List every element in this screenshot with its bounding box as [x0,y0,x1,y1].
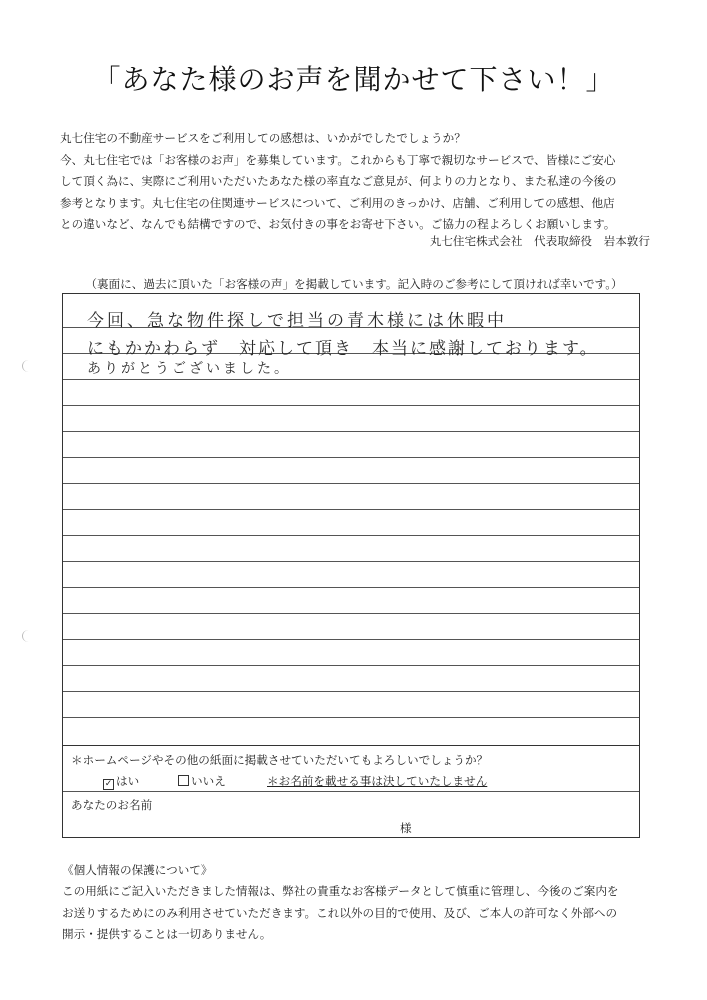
no-checkbox[interactable] [178,775,189,786]
ruled-line [63,535,639,536]
no-label: いいえ [191,774,226,788]
intro-line: との違いなど、なんでも結構ですので、お気付きの事をお寄せ下さい。ご協力の程よろしくお願いします。 [60,217,616,231]
ruled-line [63,561,639,562]
ruled-line [63,431,639,432]
ruled-line [63,717,639,718]
ruled-line [63,509,639,510]
ruled-line [63,587,639,588]
name-not-published-note: ＊お名前を載せる事は決していたしません [267,774,488,788]
name-suffix: 様 [400,821,412,835]
consent-question: ＊ホームページやその他の紙面に掲載させていただいてもよろしいでしょうか？ [71,753,489,767]
ruled-line [63,379,639,380]
privacy-line: お送りするためにのみ利用させていただきます。これ以外の目的で使用、及び、ご本人の許可なく外部への [62,905,618,920]
name-field-label: あなたのお名前 [71,798,153,812]
ruled-line [63,613,639,614]
intro-line: 参考となります。丸七住宅の住関連サービスについて、ご利用のきっかけ、店舗、ご利用しての感想、他店 [60,195,615,210]
ruled-line [63,665,639,666]
ruled-line [63,639,639,640]
yes-checkbox[interactable]: ✓ [104,779,113,789]
comment-area[interactable] [63,294,639,749]
reference-note: （裏面に、過去に頂いた「お客様の声」を掲載しています。記入時のご参考にして頂ければ幸いです。） [85,277,623,291]
punch-hole-mark [22,630,35,642]
ruled-line [63,691,639,692]
intro-line: して頂く為に、実際にご利用いただいたあなた様の率直なご意見が、何よりの力となり、また私達の今後の [60,174,617,188]
intro-line: 丸七住宅の不動産サービスをご利用しての感想は、いかがでしたでしょうか？ [60,131,466,145]
punch-hole-mark [22,360,35,372]
yes-label: はい [116,774,140,788]
intro-text [60,128,660,236]
privacy-heading: 《個人情報の保護について》 [62,863,213,877]
ruled-line [63,483,639,484]
signature: 丸七住宅株式会社 代表取締役 岩本敦行 [429,234,650,248]
ruled-line [63,457,639,458]
feedback-form-box [62,293,640,838]
consent-yes-option[interactable] [103,773,139,789]
intro-line: 今、丸七住宅では「お客様のお声」を募集しています。これからも丁寧で親切なサービスで、皆様にご安心 [60,152,616,167]
page-title: 「あなた様のお声を聞かせて下さい！」 [92,63,615,96]
section-divider [63,791,639,792]
handwritten-line: 今回、急な物件探しで担当の青木様には休暇中 [87,311,507,331]
ruled-line [63,405,639,406]
handwritten-line: にもかかわらず 対応して頂き 本当に感謝しております。 [87,339,599,359]
privacy-line: この用紙にご記入いただきました情報は、弊社の貴重なお客様データとして慎重に管理し、今後のご案内を [62,884,619,898]
privacy-text [62,881,662,946]
handwritten-line: ありがとうございました。 [87,361,291,377]
privacy-line: 開示・提供することは一切ありません。 [62,927,272,941]
consent-no-option[interactable] [178,773,226,789]
section-divider [63,745,639,746]
